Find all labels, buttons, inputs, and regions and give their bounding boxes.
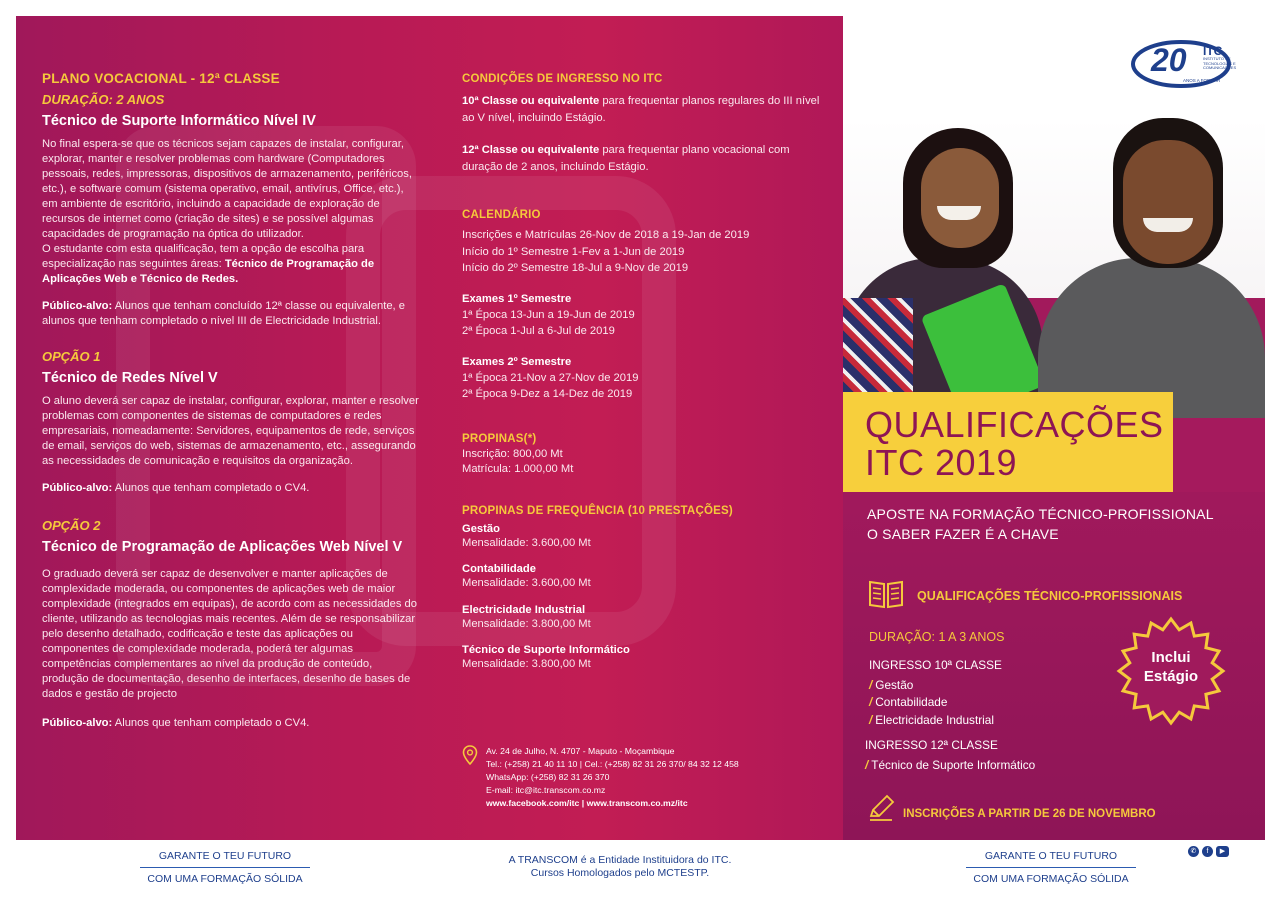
fee-item: Inscrição: 800,00 Mt	[462, 447, 563, 460]
calendar-list	[462, 227, 822, 277]
location-pin-icon	[462, 745, 478, 765]
exam-item: 1ª Época 13-Jun a 19-Jun de 2019	[462, 308, 635, 321]
exams-2-title: Exames 2º Semestre	[462, 355, 572, 368]
logo-number: 20	[1151, 42, 1187, 78]
logo-text: ITC	[1203, 44, 1223, 58]
condition-12-label: 12ª Classe ou equivalente	[462, 144, 600, 156]
exam-item: 2ª Época 9-Dez a 14-Dez de 2019	[462, 388, 633, 400]
phone-line: Tel.: (+258) 21 40 11 10 | Cel.: (+258) 82 31 26 370/ 84 32 12 458	[486, 759, 739, 769]
footer-center-text	[490, 854, 750, 880]
plan-duration: DURAÇÃO: 2 ANOS	[42, 92, 165, 107]
course-description	[42, 137, 420, 287]
qualifications-title-box	[843, 392, 1173, 492]
fee-course-value: Mensalidade: 3.800,00 Mt	[462, 658, 591, 670]
registration-notice: INSCRIÇÕES A PARTIR DE 26 DE NOVEMBRO	[903, 808, 1156, 820]
footer-slogan-left	[140, 850, 310, 885]
option-1-target-text: Alunos que tenham completado o CV4.	[114, 482, 310, 494]
logo-subtitle: INSTITUTO DE TECNOLOGIAS E COMUNICAÇÕES	[1203, 56, 1237, 70]
slogan-line-1: GARANTE O TEU FUTURO	[140, 850, 310, 868]
internship-badge-text	[1115, 648, 1227, 686]
email-line: E-mail: itc@itc.transcom.co.mz	[486, 785, 606, 795]
condition-12	[462, 142, 822, 175]
ingress-10-item: / Electricidade Industrial	[869, 712, 994, 727]
course-description-text: No final espera-se que os técnicos sejam capazes de instalar, configurar, explorar, manter e resolver problemas com hardware (Computadores pessoais, redes, impressoras, dispositivos de armazenamento, periféricos, etc.), e software comum (sistema operativo, email, antivírus, Office, etc.), em ambiente de escritório, incluindo a capacidade de exploração de recursos de internet como (criação de sites) e se possível algumas capacidades de programação na óptica do utilizador.	[42, 138, 412, 240]
itc-logo	[1131, 38, 1249, 90]
condition-10-text: para frequentar planos regulares do III nível ao V nível, incluindo Estágio.	[462, 95, 820, 124]
target-label: Público-alvo:	[42, 482, 113, 494]
condition-10	[462, 93, 822, 126]
frequency-fees-list	[462, 523, 822, 673]
option-2-description: O graduado deverá ser capaz de desenvolver e manter aplicações de complexidade moderada, ou componentes de aplicações web de maior complexidade (integrados em equipas), de acordo com as necessidades do cliente, utilizando as tecnologias mais recentes. Além de se responsabilizar pelo desenho detalhado, codificação e teste das aplicações ou componentes de complexidade moderada, poderá ter algumas competências complementares ao nível da produção de conteúdo, produção de documentação, desenho de interfaces, desenho de bases de dados e gestão de projecto	[42, 568, 417, 700]
contact-address	[486, 745, 739, 810]
course-specialization-text: O estudante com esta qualificação, tem a opção de escolha para especialização nas seguintes áreas:	[42, 243, 365, 270]
calendar-item: Início do 1º Semestre 1-Fev a 1-Jun de 2019	[462, 245, 685, 258]
exam-item: 2ª Época 1-Jul a 6-Jul de 2019	[462, 325, 615, 337]
course-target-text: Alunos que tenham concluído 12ª classe ou equivalente, e alunos que tenham completado o nível III de Electricidade Industrial.	[42, 300, 405, 327]
slogan-line-2: COM UMA FORMAÇÃO SÓLIDA	[147, 873, 303, 885]
web-links[interactable]: www.facebook.com/itc | www.transcom.co.mz/itc	[486, 798, 688, 808]
fee-course-name: Gestão	[462, 522, 500, 535]
ingress-10-item: / Contabilidade	[869, 695, 948, 709]
target-label: Público-alvo:	[42, 717, 113, 729]
calendar-item: Início do 2º Semestre 18-Jul a 9-Nov de 2019	[462, 262, 689, 274]
book-icon	[867, 578, 905, 610]
title-line-2: ITC 2019	[865, 442, 1018, 483]
students-photo	[843, 118, 1265, 418]
fee-item: Matrícula: 1.000,00 Mt	[462, 462, 574, 475]
slogan-line-1: GARANTE O TEU FUTURO	[966, 850, 1136, 868]
option-1-target	[42, 481, 420, 496]
ingress-12-list	[865, 737, 1035, 774]
course-title: Técnico de Suporte Informático Nível IV	[42, 113, 316, 129]
fee-course-name: Contabilidade	[462, 563, 536, 575]
calendar-title: CALENDÁRIO	[462, 209, 541, 221]
address-line: Av. 24 de Julho, N. 4707 - Maputo - Moçambique	[486, 746, 675, 756]
course-target	[42, 299, 420, 329]
option-2-title: Técnico de Programação de Aplicações Web Nível V	[42, 539, 403, 555]
slogan-line-2: COM UMA FORMAÇÃO SÓLIDA	[973, 873, 1129, 885]
fee-course-name: Electricidade Industrial	[462, 603, 586, 616]
qualifications-duration: DURAÇÃO: 1 A 3 ANOS	[869, 630, 1005, 644]
exam-item: 1ª Época 21-Nov a 27-Nov de 2019	[462, 371, 639, 384]
target-label: Público-alvo:	[42, 300, 113, 312]
social-icons	[1188, 846, 1229, 857]
fee-course-value: Mensalidade: 3.600,00 Mt	[462, 536, 591, 549]
option-2-label: OPÇÃO 2	[42, 518, 101, 533]
tagline-1: APOSTE NA FORMAÇÃO TÉCNICO-PROFISSIONAL	[867, 506, 1214, 522]
option-2-target	[42, 716, 420, 731]
ingress-12-title: INGRESSO 12ª CLASSE	[865, 738, 998, 752]
course-specialization-areas: Técnico de Programação de Aplicações Web e Técnico de Redes.	[42, 258, 375, 285]
exams-1-title: Exames 1º Semestre	[462, 292, 572, 305]
footer-slogan-right	[966, 850, 1136, 885]
option-1-description: O aluno deverá ser capaz de instalar, configurar, explorar, manter e resolver problemas com componentes de sistemas de computadores e redes empresariais, nomeadamente: Servidores, equipamentos de rede, serviços de email, serviços do web, sistemas de armazenamento, etc., assegurando as necessidades de comunicação e requisitos da organização.	[42, 395, 419, 467]
column-plan	[42, 71, 420, 731]
frequency-fees-title: PROPINAS DE FREQUÊNCIA (10 PRESTAÇÕES)	[462, 504, 733, 517]
option-1-title: Técnico de Redes Nível V	[42, 370, 218, 386]
exams-1-list	[462, 307, 822, 340]
pencil-icon	[867, 794, 895, 822]
footer-center-line-1: A TRANSCOM é a Entidade Instituidora do ITC.	[508, 854, 732, 866]
badge-line-2: Estágio	[1143, 668, 1199, 685]
ingress-10-item: / Gestão	[869, 677, 914, 692]
fee-course-name: Técnico de Suporte Informático	[462, 644, 630, 656]
exams-2-list	[462, 370, 822, 403]
fees-title: PROPINAS(*)	[462, 432, 537, 445]
column-conditions	[462, 73, 822, 673]
right-panel	[843, 0, 1265, 840]
fee-course-value: Mensalidade: 3.800,00 Mt	[462, 617, 591, 630]
fee-course-value: Mensalidade: 3.600,00 Mt	[462, 577, 591, 589]
ingress-10-list	[869, 657, 1002, 729]
fees-list	[462, 447, 822, 477]
tagline-2: O SABER FAZER É A CHAVE	[867, 526, 1059, 542]
plan-title: PLANO VOCACIONAL - 12ª CLASSE	[42, 71, 280, 86]
option-1-label: OPÇÃO 1	[42, 349, 101, 364]
whatsapp-line: WhatsApp: (+258) 82 31 26 370	[486, 772, 610, 782]
ingress-10-title: INGRESSO 10ª CLASSE	[869, 658, 1002, 672]
option-2-target-text: Alunos que tenham completado o CV4.	[114, 717, 310, 729]
qualifications-subtitle: QUALIFICAÇÕES TÉCNICO-PROFISSIONAIS	[917, 589, 1183, 603]
ingress-12-item: / Técnico de Suporte Informático	[865, 757, 1036, 772]
title-line-1: QUALIFICAÇÕES	[865, 404, 1164, 445]
calendar-item: Inscrições e Matrículas 26-Nov de 2018 a 19-Jan de 2019	[462, 229, 750, 241]
badge-line-1: Inclui	[1151, 649, 1191, 666]
facebook-icon[interactable]: f	[1202, 846, 1213, 857]
logo-years: ANOS A FORMAR	[1183, 78, 1221, 83]
left-panel	[16, 16, 848, 840]
youtube-icon[interactable]: ▶	[1216, 846, 1229, 857]
whatsapp-icon[interactable]: ✆	[1188, 846, 1199, 857]
tagline	[867, 504, 1214, 544]
condition-10-label: 10ª Classe ou equivalente	[462, 95, 600, 107]
conditions-title: CONDIÇÕES DE INGRESSO NO ITC	[462, 73, 663, 85]
condition-12-text: para frequentar plano vocacional com duração de 2 anos, incluindo Estágio.	[462, 144, 790, 173]
footer-center-line-2: Cursos Homologados pelo MCTESTP.	[530, 867, 710, 879]
